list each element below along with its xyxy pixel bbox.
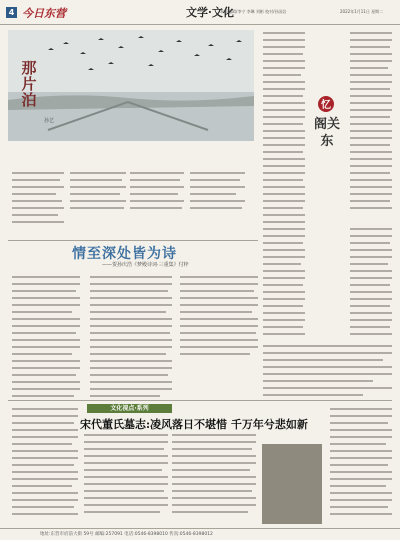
footer-text: 地址:东营市府前大街 59号 邮编:257091 电话:0546-8398010 传真:0546-8398012: [40, 532, 213, 537]
feature-headline: 宋代董氏墓志:凌风落日不堪惜 千万年兮悲如新: [80, 418, 308, 431]
poem-title: 那片泊: [21, 59, 37, 109]
lake-photo: [8, 30, 254, 141]
column-badge-char: 忆: [321, 100, 331, 111]
poem-byline: 孙艺: [44, 118, 55, 124]
editor-line: 本版编辑/李宁 李琳 刘彬 校对/孙国岩: [220, 9, 287, 14]
page-number: 4: [6, 7, 17, 18]
divider: [8, 240, 258, 241]
column-title: 阁关东: [313, 117, 340, 149]
feature-tag: 文化视点·系列: [87, 404, 172, 413]
lake-scene-image: [8, 30, 254, 141]
issue-date: 2022年1月11日 星期二: [340, 9, 384, 14]
banner-title: 情至深处皆为诗: [72, 246, 177, 262]
banner-subtitle: ——贺孙庆浩《梦殿诗词·三重集》付梓: [102, 262, 189, 268]
epitaph-rubbing-image: [262, 444, 322, 524]
divider: [8, 400, 392, 401]
newspaper-brand: 今日东营: [22, 7, 66, 20]
section-title: 文学·文化: [186, 6, 234, 19]
page-footer: [0, 528, 400, 540]
